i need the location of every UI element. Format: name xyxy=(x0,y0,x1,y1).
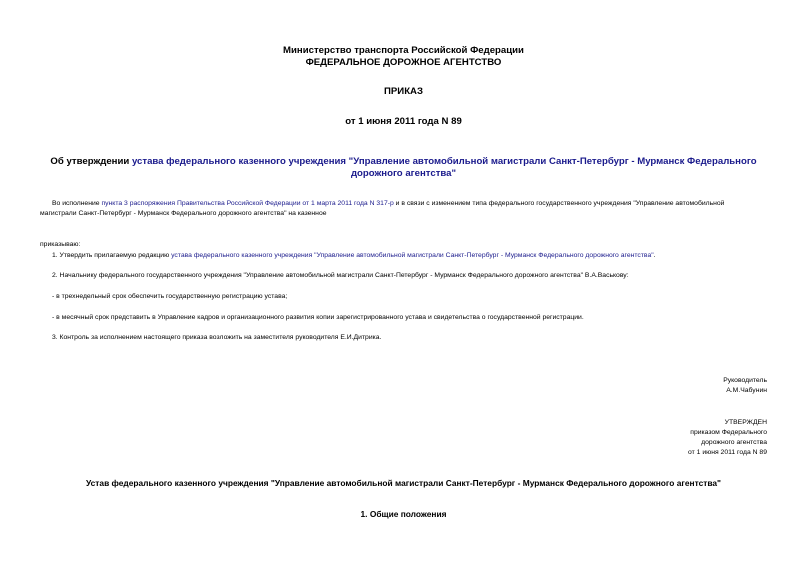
doc-date-number: от 1 июня 2011 года N 89 xyxy=(345,116,462,127)
approval-line-2: приказом Федерального xyxy=(690,429,767,436)
order-word: приказываю: xyxy=(40,241,81,248)
charter-title-link[interactable]: устава федерального казенного учреждения "Управление автомобильной магистрали Санкт-Петербург - Мурманск Федерального дорожного агентства" xyxy=(131,156,757,179)
signature-name: А.М.Чабунин xyxy=(726,387,767,394)
charter-title: Устав федерального казенного учреждения "Управление автомобильной магистрали Санкт-Петербург - Мурманск Федерального дорожного агентства" xyxy=(85,478,722,488)
item-1 xyxy=(52,251,772,261)
section-1-heading: 1. Общие положения xyxy=(360,509,447,519)
government-decree-link[interactable]: Правительства Российской Федерации от 1 марта 2011 года N 317-р xyxy=(176,200,394,207)
item-1-suffix: . xyxy=(653,252,656,259)
item-2b: - в месячный срок представить в Управление кадров и организационного развития копии зарегистрированного устава и свидетельства о государственной регистрации. xyxy=(52,314,584,321)
item-2: 2. Начальнику федерального государственного учреждения "Управление автомобильной магистрали Санкт-Петербург - Мурманск Федерального дорожного агентства" В.А.Васькову: xyxy=(52,272,629,279)
item-2a: - в трехнедельный срок обеспечить государственную регистрацию устава; xyxy=(52,293,288,300)
approval-line-1: УТВЕРЖДЕН xyxy=(724,419,767,426)
item-1-prefix: 1. Утвердить прилагаемую редакцию xyxy=(52,252,172,259)
preamble-line-2: магистрали Санкт-Петербург - Мурманск Федерального дорожного агентства" на казенное xyxy=(40,210,327,217)
agency-name: ФЕДЕРАЛЬНОЕ ДОРОЖНОЕ АГЕНТСТВО xyxy=(305,57,502,68)
decree-point-link[interactable]: пункта 3 распоряжения xyxy=(101,200,176,207)
doc-type: ПРИКАЗ xyxy=(384,86,423,97)
signature-position: Руководитель xyxy=(723,377,767,384)
approval-line-4: от 1 июня 2011 года N 89 xyxy=(688,449,767,456)
preamble-text-1: Во исполнение xyxy=(52,200,102,207)
preamble-line-1 xyxy=(52,199,772,209)
charter-link[interactable]: устава федерального казенного учреждения "Управление автомобильной магистрали Санкт-Петербург - Мурманск Федерального дорожного агентства" xyxy=(171,252,654,259)
order-title xyxy=(40,156,767,180)
preamble-text-3: и в связи с изменением типа федерального государственного учреждения "Управление автомобильной xyxy=(393,200,725,207)
ministry-name: Министерство транспорта Российской Федерации xyxy=(283,45,524,56)
approval-line-3: дорожного агентства xyxy=(701,439,767,446)
item-3: 3. Контроль за исполнением настоящего приказа возложить на заместителя руководителя Е.И.Дитрика. xyxy=(52,334,382,341)
order-title-prefix: Об утверждении xyxy=(50,156,132,167)
